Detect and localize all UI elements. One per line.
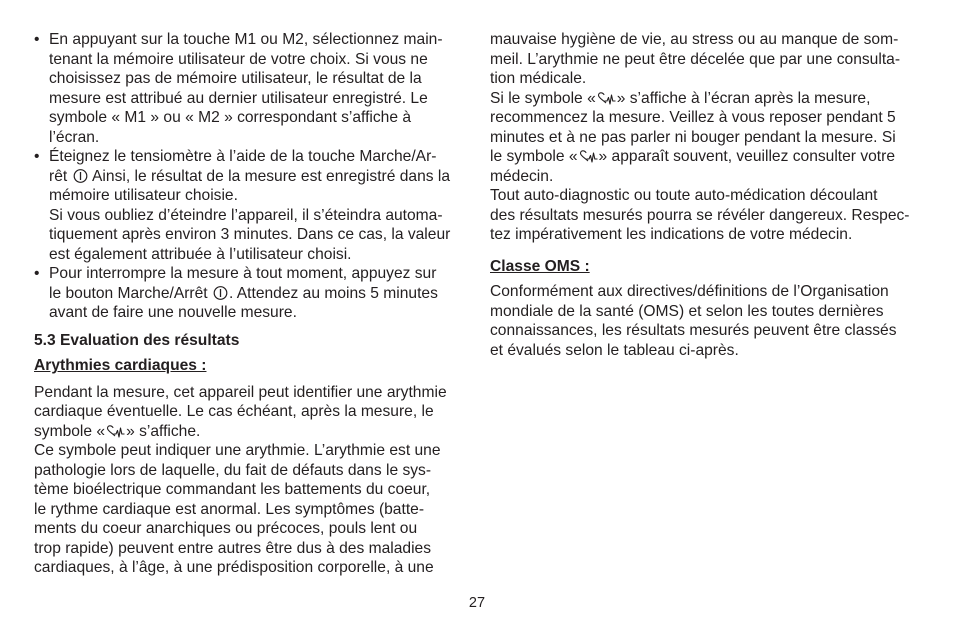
text-line: Si vous oubliez d’éteindre l’appareil, il s’éteindra automa- (49, 206, 443, 224)
text-line: et évalués selon le tableau ci-après. (490, 341, 739, 359)
text-line: tion médicale. (490, 70, 587, 87)
text-line: mémoire utilisateur choisie. (49, 187, 238, 204)
text-line (49, 284, 464, 304)
bullet-dot: • (34, 265, 40, 282)
bullet-switch-off (34, 147, 464, 264)
subheading-arrhythmia: Arythmies cardiaques : (34, 357, 207, 374)
text-line: Tout auto-diagnostic ou toute auto-médication découlant (490, 187, 878, 204)
bullet-dot: • (34, 31, 40, 48)
text-line (490, 147, 922, 167)
text-fragment: Si le symbole « (490, 89, 596, 107)
power-icon (213, 285, 228, 301)
text-line: tème bioélectrique commandant les battements du coeur, (34, 481, 431, 498)
text-line: Conformément aux directives/définitions de l’Organisation (490, 283, 889, 300)
text-line: mauvaise hygiène de vie, au stress ou au manque de som- (490, 31, 899, 48)
text-line: cardiaques, à l’âge, à une prédisposition corporelle, à une (34, 559, 434, 576)
text-fragment: » s’affiche. (126, 422, 201, 440)
text-line: En appuyant sur la touche M1 ou M2, sélectionnez main- (49, 31, 443, 48)
text-line: tiquement après environ 3 minutes. Dans ce cas, la valeur (49, 226, 451, 243)
text-line: trop rapide) peuvent entre autres être dus à des maladies (34, 539, 432, 557)
text-line: Éteignez le tensiomètre à l’aide de la touche Marche/Ar- (49, 148, 437, 165)
text-line: avant de faire une nouvelle mesure. (49, 304, 297, 321)
text-line: Pour interrompre la mesure à tout moment, appuyez sur (49, 265, 437, 282)
text-line: minutes et à ne pas parler ni bouger pendant la mesure. Si (490, 128, 896, 146)
text-line: Ce symbole peut indiquer une arythmie. L’arythmie est une (34, 442, 441, 459)
text-line: connaissances, les résultats mesurés peuvent être classés (490, 322, 897, 339)
arrhythmia-icon (597, 92, 616, 105)
page-number: 27 (468, 595, 486, 611)
text-line: mondiale de la santé (OMS) et selon les toutes dernières (490, 302, 884, 320)
text-fragment: Ainsi, le résultat de la mesure est enregistré dans la (92, 167, 451, 185)
text-fragment: . Attendez au moins 5 minutes (228, 284, 438, 302)
text-line: médecin. (490, 167, 554, 185)
right-column (490, 30, 922, 360)
text-line: ments du coeur anarchiques ou précoces, pouls lent ou (34, 520, 418, 537)
text-line: Pendant la mesure, cet appareil peut identifier une arythmie (34, 383, 447, 401)
text-line: l’écran. (49, 128, 100, 146)
text-fragment: le bouton Marche/Arrêt (49, 284, 208, 302)
text-line: cardiaque éventuelle. Le cas échéant, après la mesure, le (34, 403, 434, 420)
arrhythmia-icon (106, 425, 125, 438)
text-line (49, 167, 464, 187)
subheading-who-class: Classe OMS : (490, 257, 590, 275)
text-line: choisissez pas de mémoire utilisateur, le résultat de la (49, 70, 422, 87)
text-fragment: symbole « (34, 422, 106, 440)
text-line: meil. L’arythmie ne peut être décelée que par une consulta- (490, 50, 901, 68)
left-column (34, 30, 464, 578)
text-fragment: » s’affiche à l’écran après la mesure, (616, 89, 871, 107)
text-fragment: rêt (49, 167, 68, 185)
text-fragment: » apparaît souvent, veuillez consulter votre (598, 148, 895, 165)
text-line: tez impérativement les indications de votre médecin. (490, 226, 853, 243)
bullet-select-memory (34, 30, 464, 147)
text-line: le rythme cardiaque est anormal. Les symptômes (batte- (34, 500, 425, 518)
text-line: est également attribuée à l’utilisateur choisi. (49, 245, 352, 263)
bullet-interrupt (34, 264, 464, 323)
text-line: mesure est attribué au dernier utilisateur enregistré. Le (49, 89, 428, 107)
text-line: tenant la mémoire utilisateur de votre choix. Si vous ne (49, 50, 428, 68)
arrhythmia-icon (579, 150, 598, 163)
power-icon (73, 168, 88, 184)
section-heading: 5.3 Evaluation des résultats (34, 331, 240, 349)
bullet-dot: • (34, 148, 40, 165)
text-line (34, 422, 464, 442)
text-line: symbole « M1 » ou « M2 » correspondant s’affiche à (49, 109, 412, 126)
text-line: recommencez la mesure. Veillez à vous reposer pendant 5 (490, 109, 896, 126)
text-line: pathologie lors de laquelle, du fait de défauts dans le sys- (34, 461, 432, 479)
text-fragment: le symbole « (490, 148, 578, 165)
text-line (490, 89, 922, 109)
text-line: des résultats mesurés pourra se révéler dangereux. Respec- (490, 206, 910, 224)
